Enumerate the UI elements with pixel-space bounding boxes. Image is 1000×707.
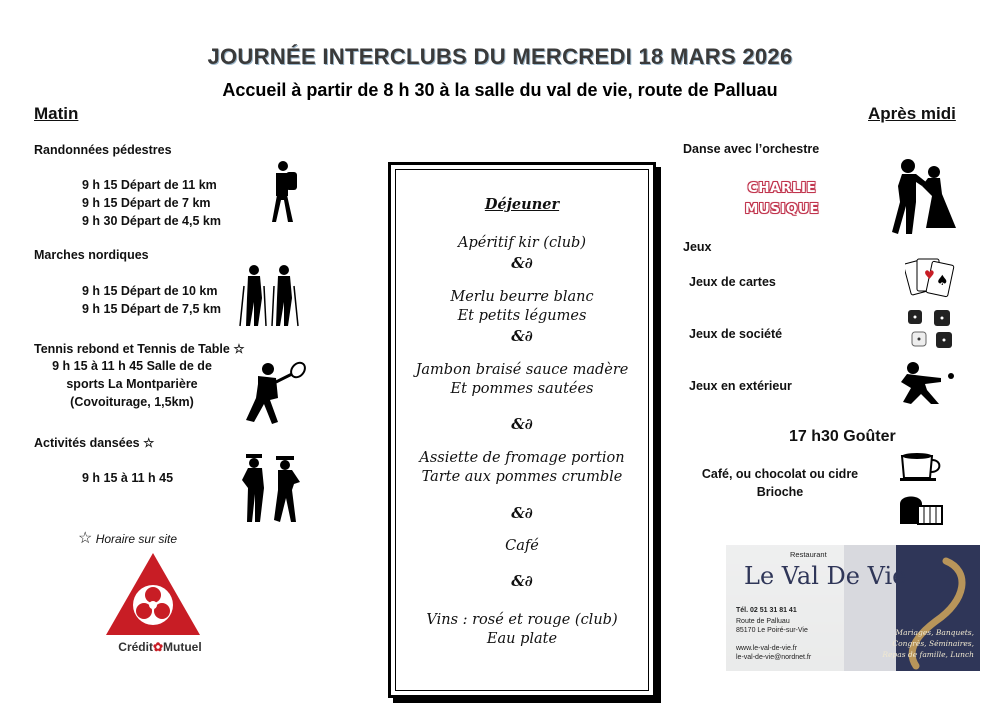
menu-item: Tarte aux pommes crumble xyxy=(421,469,623,485)
restaurant-ad xyxy=(726,545,980,671)
menu-item: Vins : rosé et rouge (club) xyxy=(426,612,618,628)
menu-item: Eau plate xyxy=(486,631,558,647)
wordmark-part: Crédit xyxy=(118,640,153,654)
menu-item: Et petits légumes xyxy=(457,308,587,324)
restaurant-address-line: 85170 Le Poiré-sur-Vie xyxy=(736,627,808,634)
jeux-title: Jeux xyxy=(683,240,712,254)
randonnees-title: Randonnées pédestres xyxy=(34,143,172,157)
band-name-line: CHARLIE xyxy=(747,180,817,196)
danses-title: Activités dansées ☆ xyxy=(34,436,155,450)
svg-text:♥: ♥ xyxy=(924,268,935,282)
wordmark-part: Mutuel xyxy=(163,640,202,654)
menu-item: Café xyxy=(505,538,539,554)
nordic-walkers-icon xyxy=(236,264,302,328)
service-line: Repas de famille, Lunch xyxy=(882,650,974,659)
ornament-icon: &∂ xyxy=(511,572,533,590)
restaurant-email[interactable]: le-val-de-vie@nordnet.fr xyxy=(736,654,812,661)
danses-schedule xyxy=(82,469,173,487)
tennis-title: Tennis rebond et Tennis de Table ☆ xyxy=(34,342,245,356)
randonnees-schedule xyxy=(82,176,221,230)
menu-item: Et pommes sautées xyxy=(450,381,594,397)
band-logo xyxy=(722,178,842,220)
menu-title: Déjeuner xyxy=(484,196,560,213)
service-line: Congrès, Séminaires, xyxy=(892,639,974,648)
country-dancers-icon xyxy=(238,450,308,524)
gouter-line: Café, ou chocolat ou cidre xyxy=(701,467,859,481)
logo-mark-icon: ✿ xyxy=(152,640,164,654)
schedule-line: sports La Montparière xyxy=(66,377,198,391)
jeux-item: Jeux de cartes xyxy=(689,275,776,289)
marches-title: Marches nordiques xyxy=(34,248,149,262)
marches-schedule xyxy=(82,282,221,318)
dancing-couple-icon xyxy=(886,156,960,236)
credit-mutuel-wordmark xyxy=(100,640,220,654)
ornament-icon: &∂ xyxy=(511,327,533,345)
schedule-line: 9 h 30 Départ de 4,5 km xyxy=(82,214,221,228)
schedule-line: 9 h 15 à 11 h 45 Salle de de xyxy=(52,359,212,373)
playing-cards-icon xyxy=(905,255,957,303)
coffee-cup-icon xyxy=(900,450,944,484)
schedule-line: 9 h 15 à 11 h 45 xyxy=(82,471,174,485)
band-name-line: MUSIQUE xyxy=(744,201,820,217)
menu-inner-border xyxy=(395,169,649,691)
schedule-line: 9 h 15 Départ de 10 km xyxy=(82,284,218,298)
schedule-line: 9 h 15 Départ de 11 km xyxy=(82,178,217,192)
menu-item: Merlu beurre blanc xyxy=(450,289,594,305)
dice-icon xyxy=(906,308,956,350)
tennis-player-icon xyxy=(240,360,306,426)
jeux-item: Jeux de société xyxy=(689,327,783,341)
service-line: Mariages, Banquets, xyxy=(895,628,974,637)
page-subtitle: Accueil à partir de 8 h 30 à la salle du val de vie, route de Palluau xyxy=(222,80,778,100)
restaurant-label: Restaurant xyxy=(790,550,827,559)
menu-item: Assiette de fromage portion xyxy=(419,450,625,466)
jeux-item: Jeux en extérieur xyxy=(689,379,792,393)
schedule-line: 9 h 15 Départ de 7,5 km xyxy=(82,302,221,316)
danse-title: Danse avec l’orchestre xyxy=(683,142,820,156)
ornament-icon: &∂ xyxy=(511,415,533,433)
apres-midi-heading: Après midi xyxy=(868,104,956,123)
ornament-icon: &∂ xyxy=(511,254,533,272)
tennis-schedule xyxy=(34,357,230,411)
star-icon: ☆ xyxy=(78,530,93,547)
horaire-note xyxy=(78,528,177,548)
schedule-line: (Covoiturage, 1,5km) xyxy=(70,395,194,409)
schedule-line: 9 h 15 Départ de 7 km xyxy=(82,196,211,210)
credit-mutuel-logo xyxy=(104,551,202,637)
petanque-player-icon xyxy=(895,360,957,406)
brioche-bread-icon xyxy=(898,490,944,528)
gouter-details xyxy=(690,465,870,501)
menu-item: Jambon braisé sauce madère xyxy=(415,362,629,378)
menu-item: Apéritif kir (club) xyxy=(457,235,586,251)
restaurant-phone: Tél. 02 51 31 81 41 xyxy=(736,607,797,614)
ornament-icon: &∂ xyxy=(511,504,533,522)
menu-card xyxy=(388,162,656,698)
hiker-icon xyxy=(266,160,300,226)
matin-heading: Matin xyxy=(34,104,79,123)
svg-text:♠: ♠ xyxy=(936,273,949,289)
restaurant-name: Le Val De Vie xyxy=(744,562,907,590)
gouter-title: 17 h30 Goûter xyxy=(789,428,896,445)
gouter-line: Brioche xyxy=(756,485,804,499)
restaurant-website[interactable]: www.le-val-de-vie.fr xyxy=(736,645,798,652)
horaire-note-text: Horaire sur site xyxy=(95,532,178,546)
page-title: JOURNÉE INTERCLUBS DU MERCREDI 18 MARS 2026 xyxy=(207,44,793,69)
restaurant-services xyxy=(882,627,974,660)
restaurant-address-line: Route de Palluau xyxy=(736,618,790,625)
